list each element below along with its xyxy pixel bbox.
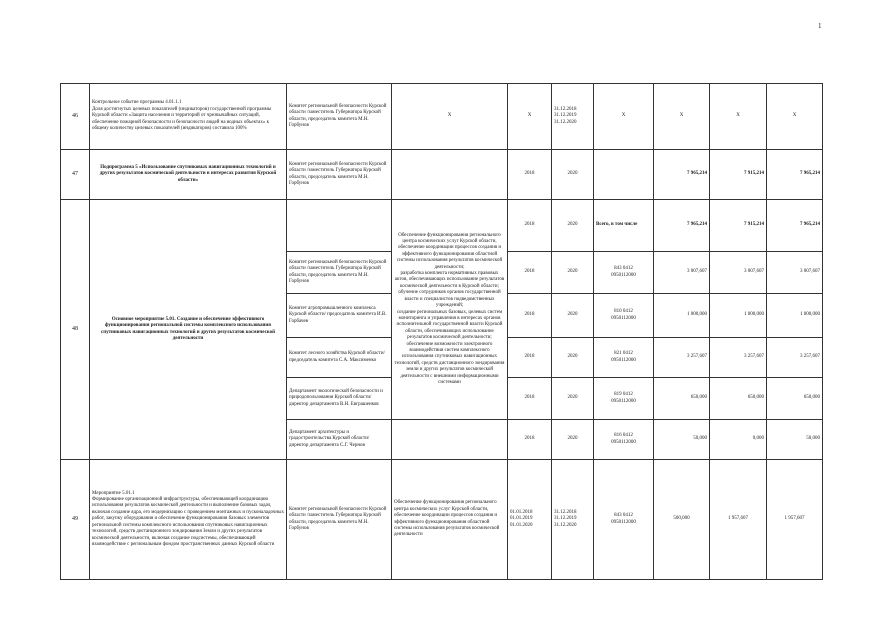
funding-2018: 500,000 — [654, 460, 710, 580]
funding-2020: 50,000 — [767, 420, 823, 460]
start-year: 2018 — [508, 338, 552, 378]
start-year: 2018 — [508, 294, 552, 338]
subprogram-name: Подпрограмма 5 «Использование спутниковых навигационных технологий и других результатов космической деятельности в интересах развития Курской области» — [90, 150, 287, 200]
funding-2020: 3 007,607 — [767, 252, 823, 294]
funding-2018: 650,000 — [654, 378, 710, 420]
start-date: X — [508, 84, 552, 150]
budget-code: 819 0412 0950112000 — [594, 378, 654, 420]
start-year: 2018 — [508, 252, 552, 294]
end-date: 31.12.2018 31.12.2019 31.12.2020 — [552, 84, 594, 150]
funding-2019: 7 915,214 — [710, 200, 767, 252]
row-number: 47 — [61, 150, 90, 200]
executor: Департамент экологической безопасности и природопользования Курской области/ директор департамента В.Н. Евграшенков — [287, 378, 392, 420]
funding-2019: 650,000 — [710, 378, 767, 420]
end-year: 2020 — [552, 150, 594, 200]
funding-2019: 7 915,214 — [710, 150, 767, 200]
funding-2020: 7 965,214 — [767, 150, 823, 200]
budget-code: 821 0412 0950112000 — [594, 338, 654, 378]
funding-2019: 1 000,000 — [710, 294, 767, 338]
start-year: 2018 — [508, 378, 552, 420]
executor: Комитет региональной безопасности Курской области /заместитель Губернатора Курской области, председатель комитета М.Н. Горбунов — [287, 252, 392, 294]
funding-2019: 3 257,607 — [710, 338, 767, 378]
funding-2019: X — [710, 84, 767, 150]
start-year: 2018 — [508, 150, 552, 200]
funding-2018: 50,000 — [654, 420, 710, 460]
funding-2020: 3 257,607 — [767, 338, 823, 378]
funding-2020: 1 957,607 — [767, 460, 823, 580]
budget-code: 810 0412 0950112000 — [594, 294, 654, 338]
program-plan-table — [60, 83, 823, 580]
row-number: 46 — [61, 84, 90, 150]
funding-2018: 7 965,214 — [654, 150, 710, 200]
table-row-49 — [61, 460, 823, 580]
funding-2020: 1 000,000 — [767, 294, 823, 338]
funding-2018: X — [654, 84, 710, 150]
executor: Комитет агропромышленного комплекса Курской области/ председатель комитета И.В. Горбачев — [287, 294, 392, 338]
row-number: 49 — [61, 460, 90, 580]
funding-2020: 650,000 — [767, 378, 823, 420]
budget-code — [594, 150, 654, 200]
executor: Комитет лесного хозяйства Курской области/председатель комитета С.А. Максименко — [287, 338, 392, 378]
funding-2018: 1 000,000 — [654, 294, 710, 338]
expected-result: X — [392, 84, 508, 150]
start-year: 2018 — [508, 200, 552, 252]
table-row-46 — [61, 84, 823, 150]
end-year: 2020 — [552, 294, 594, 338]
executor: Департамент архитектуры и градостроительства Курской области/ директор департамента С.Г. Чернов — [287, 420, 392, 460]
budget-code: X — [594, 84, 654, 150]
expected-result: Обеспечение функционирования регионального центра космических услуг Курской области, обеспечение координации процессов создания и эффективного функционирования областной системы использования результатов космической деятельности; разработка комплекта нормативных правовых актов, обеспечивающих использование результатов космической деятельности в Курской области; обучение сотрудников органов государственной власти и специалистов подведомственных учреждений; создание региональных базовых, целевых систем мониторинга и управления в интересах органов исполнительной государственной власти Курской области, обеспечивающих использование результатов космической деятельности; обеспечение возможности электронного взаимодействия систем комплексного использования спутниковых навигационных технологий, средств дистанционного зондирования земли и других результатов космической деятельности с внешними информационными системами — [392, 200, 508, 420]
end-year: 2020 — [552, 252, 594, 294]
executor — [287, 200, 392, 252]
start-year: 2018 — [508, 420, 552, 460]
funding-2018: 7 965,214 — [654, 200, 710, 252]
funding-2019: 3 007,607 — [710, 252, 767, 294]
end-year: 2020 — [552, 420, 594, 460]
funding-2018: 3 257,607 — [654, 338, 710, 378]
funding-2019: 0,000 — [710, 420, 767, 460]
end-year: 2020 — [552, 378, 594, 420]
funding-2018: 3 007,607 — [654, 252, 710, 294]
executor: Комитет региональной безопасности Курской области /заместитель Губернатора Курской области, председатель комитета М.Н. Горбунов — [287, 84, 392, 150]
start-date: 01.01.2018 01.01.2019 01.01.2020 — [508, 460, 552, 580]
end-year: 2020 — [552, 200, 594, 252]
end-year: 2020 — [552, 338, 594, 378]
expected-result: Обеспечение функционирования регионального центра космических услуг Курской области, обеспечение координации процессов создания и эффективного функционирования областной системы использования результатов космической деятельности — [392, 460, 508, 580]
main-activity-name: Основное мероприятие 5.01. Создание и обеспечение эффективного функционирования региональной системы комплексного использования спутниковых навигационных технологий и других результатов космической деятельности — [90, 200, 287, 460]
budget-code: 843 0412 0950112000 — [594, 252, 654, 294]
activity-name: Контрольное событие программы 4.01.1.1 Доля достигнутых целевых показателей (индикаторов) государственной программы Курской области «Защита населения и территорий от чрезвычайных ситуаций, обеспечение пожарной безопасности и безопасности людей на водных объектах» к общему количеству целевых показателей (индикаторов) составила 100% — [90, 84, 287, 150]
budget-code: 843 0412 0950112000 — [594, 460, 654, 580]
expected-result — [392, 150, 508, 200]
activity-name: Мероприятие 5.01.1 Формирование организационной инфраструктуры, обеспечивающей координацию использования результатов космической деятельности и выполнение базовых задач, включая создание ядра, его модернизацию с проведением монтажных и пусконаладочных работ, закупку оборудования и обеспечение функционирования базовых элементов региональной системы комплексного использования спутниковых навигационных технологий, средств дистанционного зондирования Земли и других результатов космической деятельности, включая создание подсистемы, обеспечивающей взаимодействие с региональным фондом пространственных данных Курской области — [90, 460, 287, 580]
funding-2019: 1 957,607 — [710, 460, 767, 580]
budget-code: Всего, в том числе — [594, 200, 654, 252]
executor: Комитет региональной безопасности Курской области /заместитель Губернатора Курской области, председатель комитета М.Н. Горбунов — [287, 460, 392, 580]
executor: Комитет региональной безопасности Курской области /заместитель Губернатора Курской области, председатель комитета М.Н. Горбунов — [287, 150, 392, 200]
budget-code: 816 0412 0950112000 — [594, 420, 654, 460]
page-marker: 1 — [818, 22, 822, 30]
table-row-48 — [61, 200, 823, 252]
end-date: 31.12.2018 31.12.2019 31.12.2020 — [552, 460, 594, 580]
funding-2020: 7 965,214 — [767, 200, 823, 252]
expected-result — [392, 420, 508, 460]
funding-2020: X — [767, 84, 823, 150]
table-row-47 — [61, 150, 823, 200]
row-number: 48 — [61, 200, 90, 460]
